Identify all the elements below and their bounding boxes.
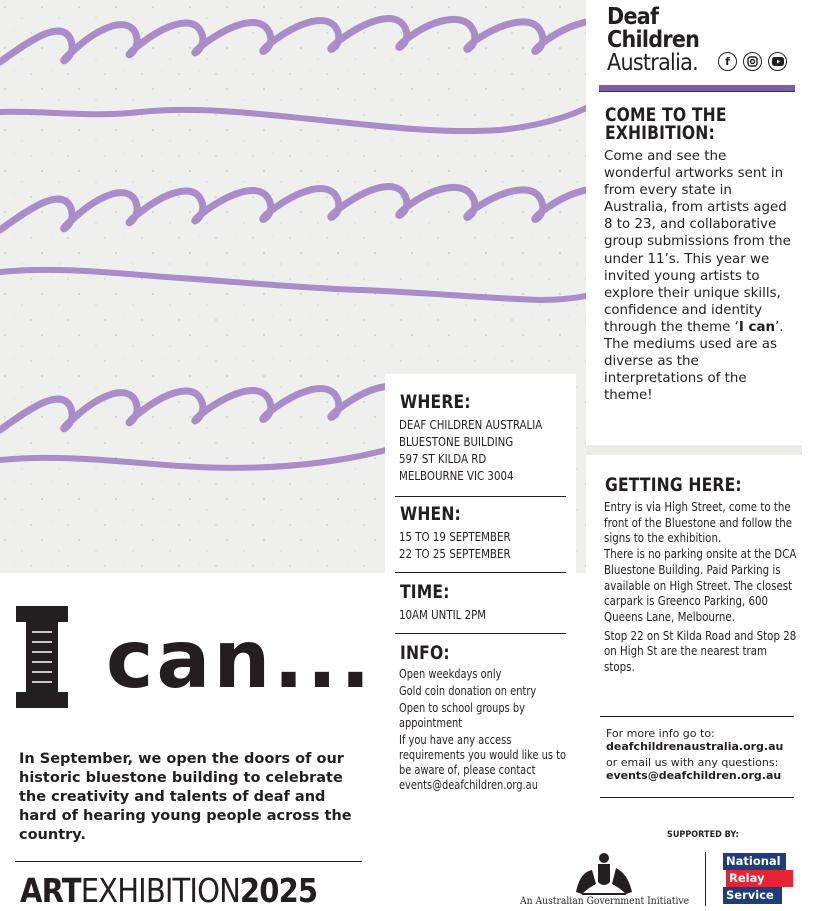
- contact-line-1: For more info go to:: [606, 727, 715, 740]
- where-heading: WHERE:: [400, 391, 471, 413]
- info-item-2: Gold coin donation on entry: [399, 684, 537, 698]
- footer-year: 2025: [239, 871, 318, 910]
- nrs-line-1: National: [723, 853, 786, 870]
- logo-line-2: Children: [607, 27, 700, 53]
- footer-art: ART: [20, 871, 81, 910]
- big-letter-i: [14, 604, 70, 710]
- footer-exhibition: EXHIBITION: [80, 871, 240, 910]
- logo-line-1: Deaf: [607, 4, 659, 30]
- dca-logo: [607, 6, 709, 75]
- info-heading: INFO:: [400, 642, 450, 664]
- getting-here-para-2: There is no parking onsite at the DCA Bluestone Building. Paid Parking is available on High Street. The closest carpark is Greenco Parking, 600 Queens Lane, Melbourne.: [604, 546, 797, 624]
- getting-here-heading: GETTING HERE:: [605, 474, 742, 496]
- getting-here-para-1: Entry is via High Street, come to the front of the Bluestone and follow the signs to the exhibition.: [604, 499, 793, 546]
- exhibition-heading-1: COME TO THE: [605, 104, 727, 126]
- accent-bar: [599, 85, 795, 92]
- nrs-line-3: Service: [723, 887, 782, 904]
- getting-here-text: [604, 499, 804, 675]
- nrs-logo: [723, 853, 790, 907]
- footer-title: [20, 871, 318, 910]
- contact-rule-bottom: [600, 797, 794, 798]
- exhibition-description: [604, 148, 793, 404]
- when-line-1: 15 TO 19 SEPTEMBER: [399, 529, 511, 544]
- getting-here-para-3: Stop 22 on St Kilda Road and Stop 28 on High St are the nearest tram stops.: [604, 627, 797, 675]
- website-link[interactable]: deafchildrenaustralia.org.au: [606, 740, 784, 753]
- youtube-icon[interactable]: [768, 52, 787, 71]
- contact-rule-top: [600, 716, 794, 717]
- supporter-divider: [705, 852, 706, 906]
- event-details-card: [385, 374, 576, 828]
- exhibition-theme: I can: [738, 319, 776, 335]
- title-can: can...: [106, 613, 374, 706]
- exhibition-heading-2: EXHIBITION:: [605, 122, 715, 144]
- when-heading: WHEN:: [400, 503, 461, 525]
- info-list: [399, 667, 574, 793]
- where-line-3: 597 ST KILDA RD: [399, 451, 487, 466]
- exhibition-body-after: ’. The mediums used are as diverse as the interpretations of the theme!: [604, 319, 784, 404]
- social-icons: [718, 52, 787, 71]
- intro-paragraph: In September, we open the doors of our historic bluestone building to celebrate the creativity and talents of deaf and hard of hearing young people across the country.: [19, 751, 352, 843]
- where-line-1: DEAF CHILDREN AUSTRALIA: [399, 417, 543, 432]
- when-rule: [395, 572, 566, 573]
- footer-rule: [15, 861, 362, 862]
- nrs-line-2: Relay: [726, 870, 793, 887]
- time-rule: [395, 633, 566, 634]
- time-value: 10AM UNTIL 2PM: [399, 607, 487, 622]
- texture-strip: [586, 445, 802, 455]
- info-item-4: If you have any access requirements you would like us to be aware of, please contact events@deafchildren.org.au: [399, 733, 566, 792]
- facebook-icon[interactable]: f: [718, 52, 737, 71]
- where-line-2: BLUESTONE BUILDING: [399, 434, 514, 449]
- contact-line-2: or email us with any questions:: [606, 756, 779, 769]
- gov-initiative-label: An Australian Government Initiative: [520, 896, 690, 907]
- instagram-icon[interactable]: [743, 52, 762, 71]
- contact-block: [606, 727, 783, 782]
- logo-line-3: Australia.: [607, 50, 698, 76]
- supported-by-label: SUPPORTED BY:: [667, 830, 739, 840]
- when-line-2: 22 TO 25 SEPTEMBER: [399, 546, 511, 561]
- where-rule: [395, 496, 566, 497]
- where-lines: [399, 416, 574, 484]
- right-column: [586, 0, 827, 911]
- email-link[interactable]: events@deafchildren.org.au: [606, 769, 782, 782]
- exhibition-body-before: Come and see the wonderful artworks sent in from every state in Australia, from artists aged 8 to 23, and collaborative group submissions from the under 11’s. This year we invited young artists to explore their unique skills, confidence and identity through the theme ‘: [604, 149, 791, 335]
- where-line-4: MELBOURNE VIC 3004: [399, 468, 514, 483]
- info-item-1: Open weekdays only: [399, 667, 502, 681]
- time-heading: TIME:: [400, 581, 450, 603]
- when-lines: [399, 528, 535, 562]
- coat-of-arms-icon: [572, 852, 636, 896]
- info-item-3: Open to school groups by appointment: [399, 701, 525, 730]
